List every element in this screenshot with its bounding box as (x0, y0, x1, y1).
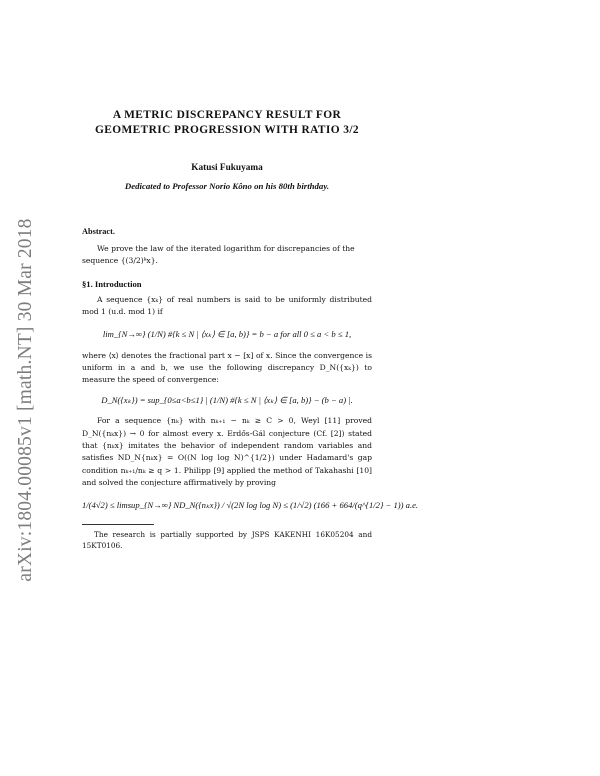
intro-paragraph-2: where ⟨x⟩ denotes the fractional part x − [x] of x. Since the convergence is uniform in a and b, we use the following discrepancy D_N({xₖ}) to measure the speed of convergence: (82, 350, 372, 385)
intro-paragraph-1: A sequence {xₖ} of real numbers is said to be uniformly distributed mod 1 (u.d. mod 1) if (82, 295, 372, 317)
title-line-1: A METRIC DISCREPANCY RESULT FOR (112, 109, 342, 121)
equation-discrepancy: D_N({xₖ}) = sup_{0≤a<b≤1} | (1/N) #{k ≤ N | ⟨xₖ⟩ ∈ [a, b)} − (b − a) |. (101, 395, 353, 406)
equation-uniform-distribution: lim_{N→∞} (1/N) #{k ≤ N | ⟨xₖ⟩ ∈ [a, b)} = b − a for all 0 ≤ a < b ≤ 1, (102, 328, 352, 339)
section-heading-introduction: §1. Introduction (82, 279, 142, 289)
intro-paragraph-3: For a sequence {nₖ} with nₖ₊₁ − nₖ ≥ C > 0, Weyl [11] proved D_N({nₖx}) → 0 for almost every x. Erdős-Gál conjecture (Cf. [2]) stated that {nₖx} imitates the behavior of independent random variables and satisfies ND_N{nₖx} = O((N log log N)^{1/2}) under Hadamard's gap condition nₖ₊₁/nₖ ≥ q > 1. Philipp [9] applied the method of Takahashi [10] and solved the conjecture affirmatively by proving (82, 416, 372, 487)
title-line-2: GEOMETRIC PROGRESSION WITH RATIO 3/2 (95, 124, 359, 136)
paper-title (82, 108, 372, 138)
author-name: Katusi Fukuyama (191, 163, 263, 173)
paper-page (82, 108, 419, 551)
arxiv-stamp (6, 0, 46, 776)
abstract-heading: Abstract. (82, 227, 115, 236)
arxiv-identifier: arXiv:1804.00085v1 [math.NT] 30 Mar 2018 (15, 218, 36, 582)
abstract-text: We prove the law of the iterated logarithm for discrepancies of the sequence {(3/2)ᵏx}. (82, 244, 355, 265)
dedication: Dedicated to Professor Norio Kôno on his 80th birthday. (124, 181, 330, 191)
footnote-divider (82, 524, 154, 525)
equation-philipp-bound: 1/(4√2) ≤ limsup_{N→∞} ND_N({nₖx}) / √(2N log log N) ≤ (1/√2) (166 + 664/(q^{1/2} − 1)) a.e. (82, 500, 419, 511)
funding-footnote: The research is partially supported by JSPS KAKENHI 16K05204 and 15KT0106. (82, 530, 372, 551)
